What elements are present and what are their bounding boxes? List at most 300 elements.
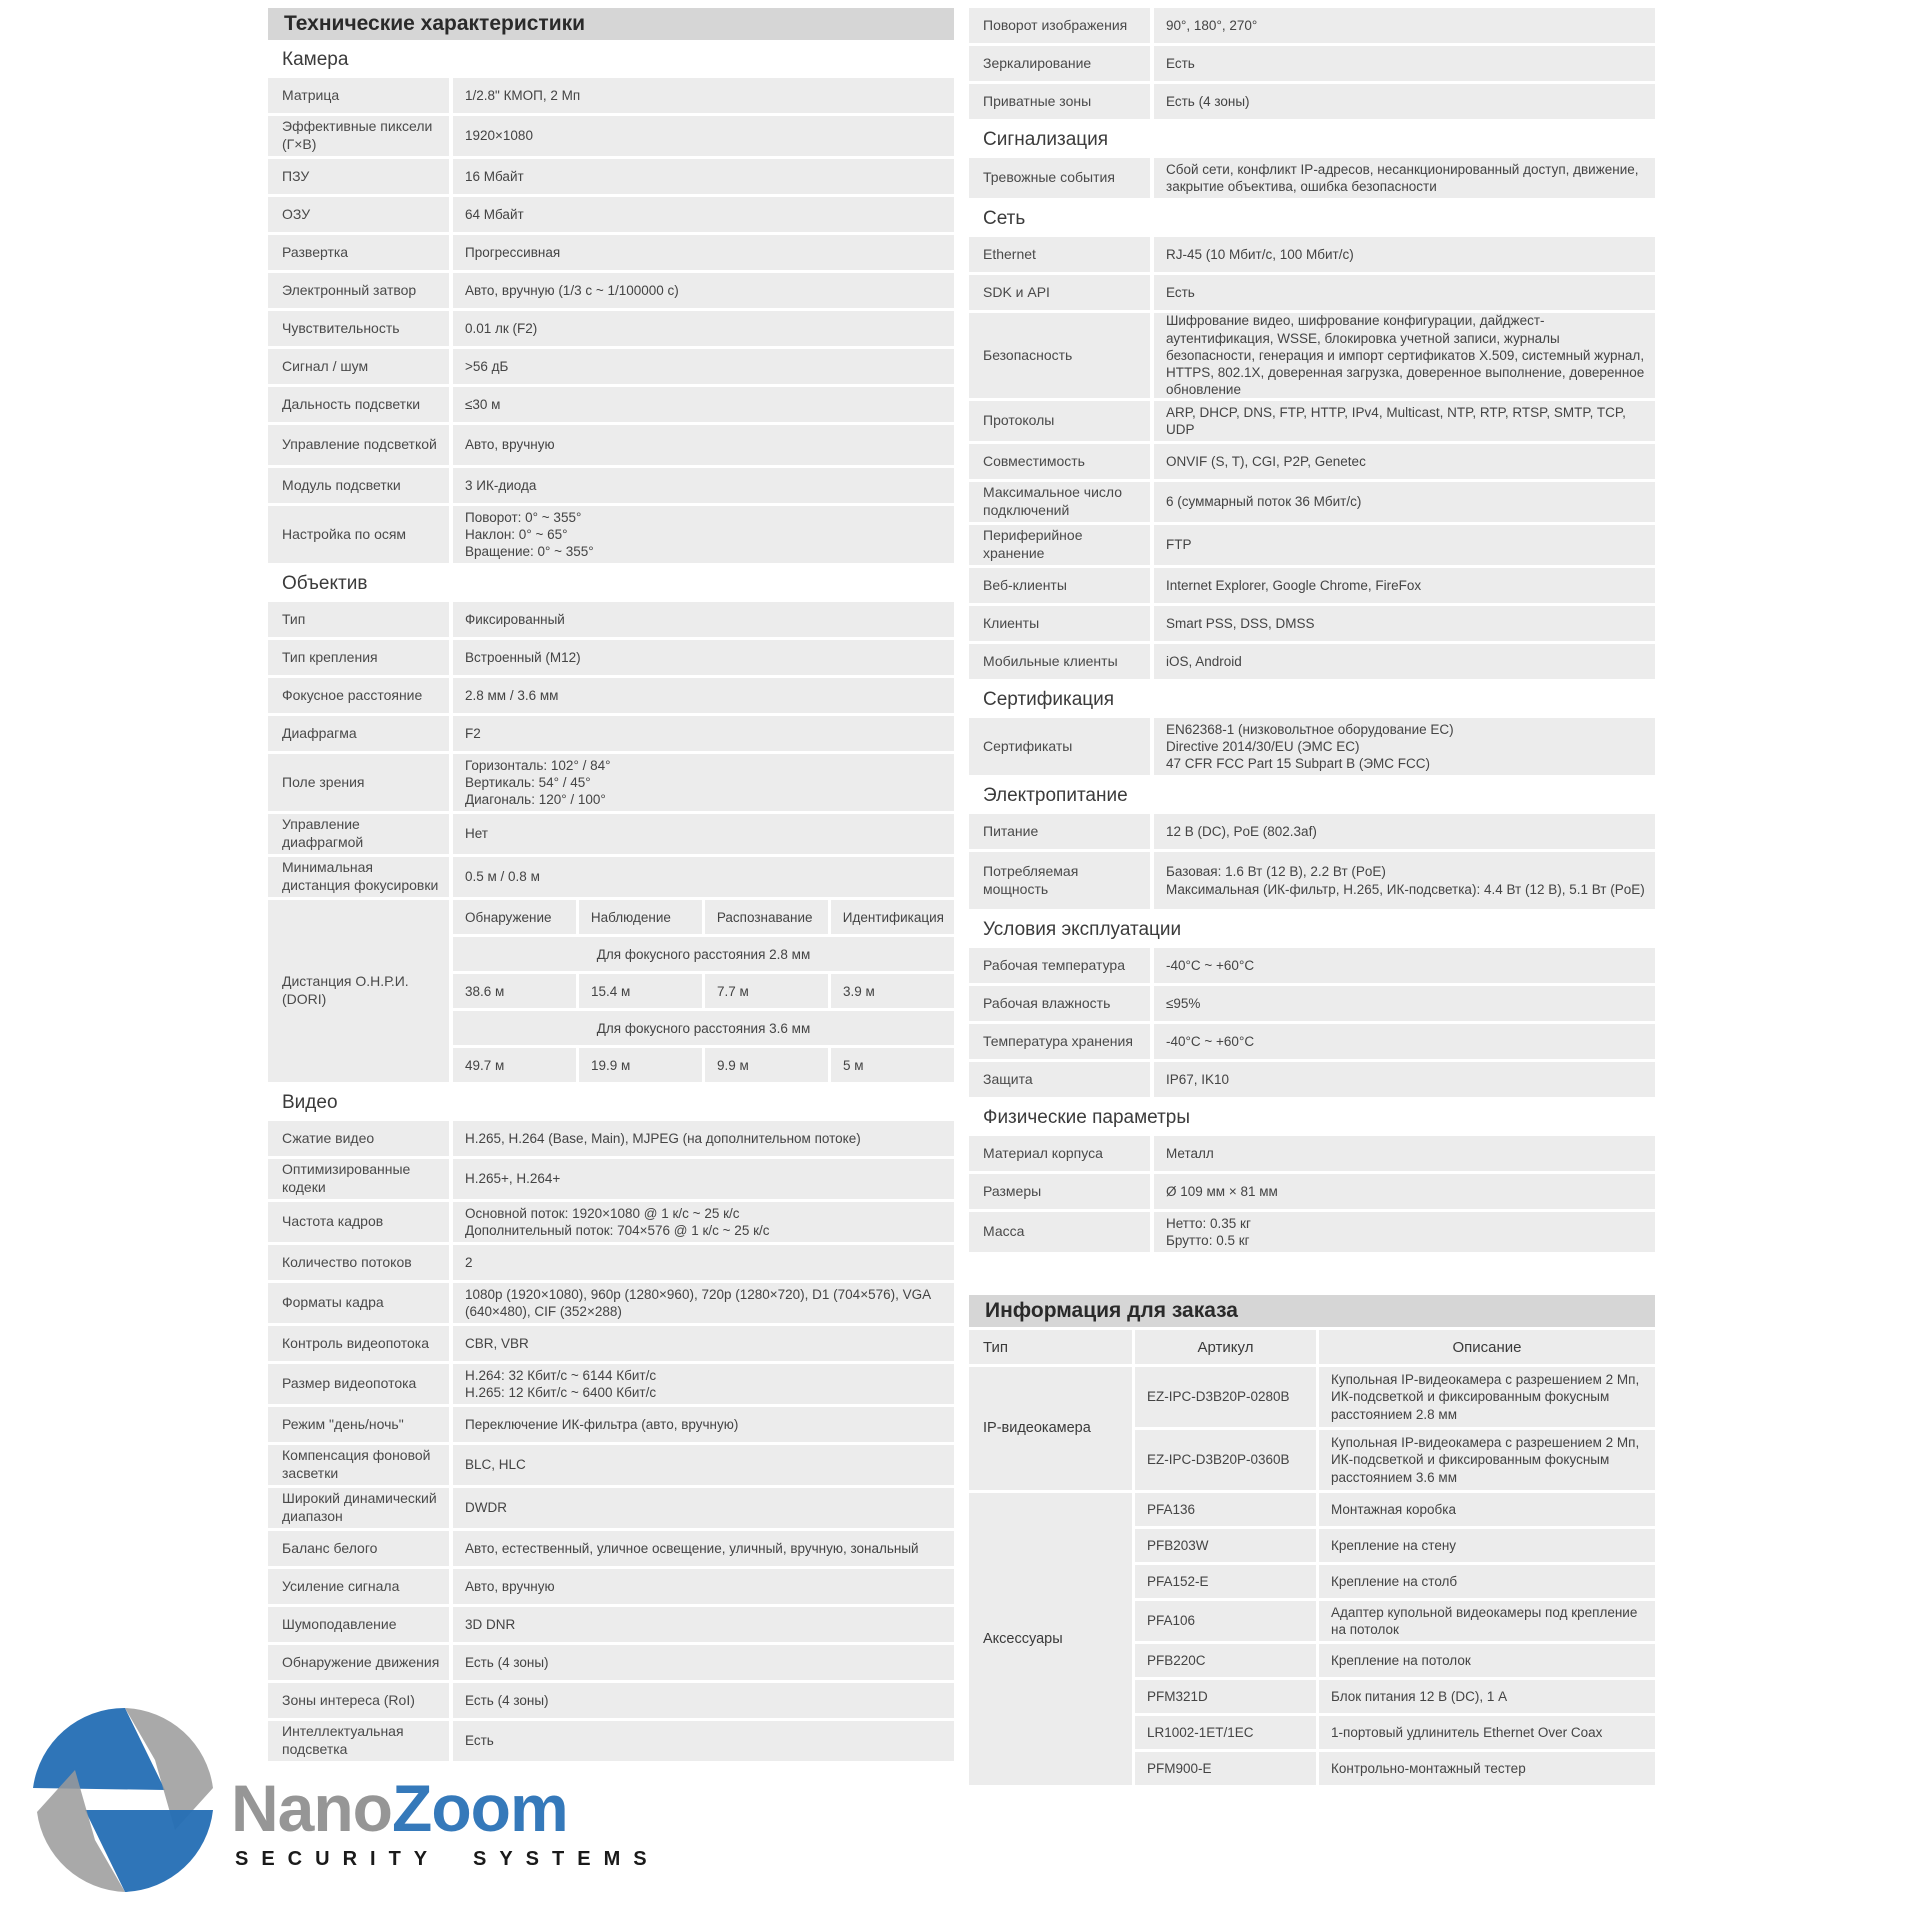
section-camera-heading: Камера (282, 49, 349, 70)
spec-label: ОЗУ (268, 197, 449, 232)
spec-row (268, 1121, 954, 1156)
dori-value: 9.9 м (705, 1048, 828, 1082)
spec-value (1154, 1024, 1655, 1059)
spec-value-line: IP67, IK10 (1166, 1071, 1230, 1087)
spec-value-line: 6 (суммарный поток 36 Мбит/с) (1166, 494, 1362, 510)
spec-value-line: F2 (465, 725, 481, 741)
spec-value (1154, 158, 1655, 198)
spec-value-line: 64 Мбайт (465, 206, 524, 222)
spec-value (453, 1245, 954, 1280)
video-spec-rows (268, 1121, 954, 1764)
spec-row (268, 602, 954, 637)
nanozoom-logo (25, 1700, 660, 1905)
spec-value-line: H.265+, H.264+ (465, 1171, 561, 1187)
spec-value-line: DWDR (465, 1500, 507, 1516)
spec-label: Масса (969, 1212, 1150, 1252)
spec-value-line: iOS, Android (1166, 653, 1242, 669)
dori-header: Обнаружение (453, 900, 576, 934)
dori-caption: Для фокусного расстояния 2.8 мм (453, 937, 954, 971)
spec-value (453, 1607, 954, 1642)
spec-value-line: 1080p (1920×1080), 960p (1280×960), 720p (1280×720), D1 (704×576), VGA (640×480), CIF (352×288) (465, 1286, 931, 1319)
spec-value-line: 1920×1080 (465, 128, 533, 144)
spec-value-line: Базовая: 1.6 Вт (12 В), 2.2 Вт (PoE) (1166, 864, 1386, 880)
spec-value-line: 2 (465, 1254, 473, 1270)
spec-value-line: Встроенный (M12) (465, 649, 581, 665)
spec-value (453, 716, 954, 751)
spec-row (969, 237, 1655, 272)
spec-value (453, 468, 954, 503)
spec-row (268, 425, 954, 465)
spec-row (969, 718, 1655, 775)
spec-row (268, 387, 954, 422)
spec-row (268, 1445, 954, 1485)
spec-label: Протоколы (969, 401, 1150, 441)
spec-value (1154, 1062, 1655, 1097)
cert-spec-rows (969, 718, 1655, 778)
spec-row (268, 814, 954, 854)
spec-row (268, 468, 954, 503)
spec-value (453, 1569, 954, 1604)
order-sku: PFA106 (1135, 1601, 1316, 1641)
spec-label: SDK и API (969, 275, 1150, 310)
dori-value: 7.7 м (705, 974, 828, 1008)
spec-value (1154, 568, 1655, 603)
spec-value (453, 235, 954, 270)
spec-value (1154, 84, 1655, 119)
spec-value-line: Directive 2014/30/EU (ЭМС ЕС) (1166, 738, 1360, 754)
spec-row (969, 948, 1655, 983)
spec-value-line: 0.01 лк (F2) (465, 320, 538, 336)
spec-value (453, 1407, 954, 1442)
spec-label: Тип (268, 602, 449, 637)
spec-value (453, 273, 954, 308)
spec-label: Дальность подсветки (268, 387, 449, 422)
spec-value-line: FTP (1166, 537, 1192, 553)
spec-value (1154, 401, 1655, 441)
spec-value-line: Авто, вручную (1/3 с ~ 1/100000 с) (465, 282, 679, 298)
spec-value-line: Авто, вручную (465, 437, 555, 453)
spec-label: Периферийное хранение (969, 525, 1150, 565)
spec-value-line: EN62368-1 (низковольтное оборудование ЕС) (1166, 721, 1454, 737)
spec-value-line: BLC, HLC (465, 1457, 526, 1473)
spec-label: Матрица (268, 78, 449, 113)
spec-row (268, 1159, 954, 1199)
spec-label: Оптимизированные кодеки (268, 1159, 449, 1199)
spec-value-line: Есть (4 зоны) (1166, 93, 1250, 109)
lens-spec-rows (268, 602, 954, 900)
spec-value-line: 16 Мбайт (465, 168, 524, 184)
spec-value (453, 1364, 954, 1404)
dori-value: 3.9 м (831, 974, 954, 1008)
spec-value-line: 1/2.8" КМОП, 2 Мп (465, 87, 581, 103)
spec-row (969, 1062, 1655, 1097)
spec-value-line: Основной поток: 1920×1080 @ 1 к/с ~ 25 к/с (465, 1205, 740, 1221)
spec-row (969, 644, 1655, 679)
spec-label: Минимальная дистанция фокусировки (268, 857, 449, 897)
spec-value (1154, 948, 1655, 983)
spec-value-line: Internet Explorer, Google Chrome, FireFox (1166, 577, 1422, 593)
spec-value (453, 78, 954, 113)
spec-row (969, 482, 1655, 522)
spec-value-line: Дополнительный поток: 704×576 @ 1 к/с ~ 25 к/с (465, 1223, 770, 1238)
spec-row (268, 1364, 954, 1404)
spec-row (969, 401, 1655, 441)
spec-label: Веб-клиенты (969, 568, 1150, 603)
spec-value (1154, 482, 1655, 522)
spec-value (1154, 606, 1655, 641)
spec-value-line: Фиксированный (465, 611, 565, 627)
spec-value-line: Горизонталь: 102° / 84° (465, 757, 611, 773)
spec-value (1154, 237, 1655, 272)
spec-value (453, 1202, 954, 1242)
spec-label: Усиление сигнала (268, 1569, 449, 1604)
order-description: Адаптер купольной видеокамеры под крепление на потолок (1319, 1601, 1655, 1641)
spec-label: ПЗУ (268, 159, 449, 194)
spec-value-line: Есть (1166, 55, 1195, 71)
spec-row (268, 716, 954, 751)
order-sku: PFM900-E (1135, 1752, 1316, 1785)
spec-value-line: Нет (465, 826, 488, 842)
order-description: Контрольно-монтажный тестер (1319, 1752, 1655, 1785)
spec-value (1154, 313, 1655, 398)
spec-row (969, 275, 1655, 310)
spec-value (453, 116, 954, 156)
order-info-title: Информация для заказа (969, 1295, 1655, 1327)
spec-value-line: Вращение: 0° ~ 355° (465, 544, 594, 560)
spec-row (268, 1326, 954, 1361)
power-spec-rows (969, 814, 1655, 912)
spec-row (268, 1202, 954, 1242)
spec-row (268, 116, 954, 156)
spec-label: Интеллектуальная подсветка (268, 1721, 449, 1761)
spec-row (268, 273, 954, 308)
dori-value: 19.9 м (579, 1048, 702, 1082)
spec-row (969, 158, 1655, 198)
spec-value-line: -40°C ~ +60°C (1166, 957, 1255, 973)
spec-row (268, 311, 954, 346)
spec-row (969, 852, 1655, 909)
order-description: Купольная IP-видеокамера с разрешением 2 Мп, ИК-подсветкой и фиксированным фокусным расстоянием 2.8 мм (1319, 1367, 1655, 1427)
spec-value (453, 159, 954, 194)
spec-row (268, 1569, 954, 1604)
spec-value (453, 197, 954, 232)
spec-label: Поле зрения (268, 754, 449, 811)
network-spec-rows (969, 237, 1655, 682)
spec-value (453, 1283, 954, 1323)
spec-value-line: ONVIF (S, T), CGI, P2P, Genetec (1166, 453, 1366, 469)
order-description: Крепление на столб (1319, 1565, 1655, 1598)
dori-caption-row (453, 937, 954, 971)
spec-row (969, 1024, 1655, 1059)
spec-label: Зеркалирование (969, 46, 1150, 81)
spec-value-line: Шифрование видео, шифрование конфигурации, дайджест-аутентификация, WSSE, блокировка учетной записи, журналы безопасности, генерация и импорт сертификатов X.509, системный журнал, HTTPS, 802.1X, доверенная загрузка, доверенное выполнение, доверенное обновление (1166, 313, 1645, 398)
order-description: Блок питания 12 В (DC), 1 А (1319, 1680, 1655, 1713)
section-alarm-heading: Сигнализация (983, 129, 1109, 150)
spec-row (268, 1283, 954, 1323)
dori-value: 5 м (831, 1048, 954, 1082)
spec-label: Электронный затвор (268, 273, 449, 308)
spec-row (268, 1488, 954, 1528)
spec-row (969, 1136, 1655, 1171)
spec-label: Максимальное число подключений (969, 482, 1150, 522)
spec-label: Баланс белого (268, 1531, 449, 1566)
spec-value-line: ≤30 м (465, 396, 501, 412)
spec-row (969, 84, 1655, 119)
spec-label: Сертификаты (969, 718, 1150, 775)
spec-row (969, 606, 1655, 641)
spec-value (1154, 1136, 1655, 1171)
spec-row (268, 1245, 954, 1280)
spec-label: Ethernet (969, 237, 1150, 272)
order-sku: PFB220C (1135, 1644, 1316, 1677)
spec-label: Фокусное расстояние (268, 678, 449, 713)
spec-label: Контроль видеопотока (268, 1326, 449, 1361)
spec-row (969, 525, 1655, 565)
section-physical-heading: Физические параметры (983, 1107, 1191, 1128)
spec-label: Защита (969, 1062, 1150, 1097)
spec-label: Эффективные пиксели (Г×В) (268, 116, 449, 156)
order-sku: PFA152-E (1135, 1565, 1316, 1598)
image-spec-rows (969, 8, 1655, 122)
spec-value (1154, 814, 1655, 849)
spec-value-line: RJ-45 (10 Мбит/с, 100 Мбит/с) (1166, 246, 1354, 262)
spec-value-line: H.265, H.264 (Base, Main), MJPEG (на дополнительном потоке) (465, 1130, 861, 1146)
spec-value (1154, 444, 1655, 479)
spec-value (453, 1326, 954, 1361)
dori-caption-row (453, 1011, 954, 1045)
right-column (969, 8, 1655, 1785)
dori-label: Дистанция О.Н.Р.И. (DORI) (268, 900, 449, 1082)
order-type: IP-видеокамера (969, 1367, 1132, 1490)
spec-value-line: 0.5 м / 0.8 м (465, 869, 540, 885)
spec-value (453, 754, 954, 811)
spec-value (453, 1531, 954, 1566)
spec-value-line: 12 В (DC), PoE (802.3af) (1166, 823, 1317, 839)
spec-value (1154, 8, 1655, 43)
spec-label: Температура хранения (969, 1024, 1150, 1059)
spec-label: Тревожные события (969, 158, 1150, 198)
logo-wordmark (231, 1770, 568, 1846)
spec-value (453, 857, 954, 897)
spec-value-line: ≤95% (1166, 995, 1201, 1011)
spec-label: Компенсация фоновой засветки (268, 1445, 449, 1485)
spec-value-line: Есть (4 зоны) (465, 1654, 549, 1670)
spec-label: Обнаружение движения (268, 1645, 449, 1680)
spec-label: Мобильные клиенты (969, 644, 1150, 679)
spec-value (453, 1121, 954, 1156)
dori-table (268, 900, 954, 1082)
spec-value-line: 3D DNR (465, 1616, 516, 1632)
spec-value (1154, 1174, 1655, 1209)
spec-row (268, 640, 954, 675)
spec-label: Диафрагма (268, 716, 449, 751)
spec-value-line: Smart PSS, DSS, DMSS (1166, 615, 1315, 631)
section-power-heading: Электропитание (983, 785, 1128, 806)
spec-value-line: H.264: 32 Кбит/с ~ 6144 Кбит/с (465, 1367, 657, 1383)
order-table (969, 1330, 1655, 1785)
spec-value-line: Максимальная (ИК-фильтр, H.265, ИК-подсветка): 4.4 Вт (12 В), 5.1 Вт (PoE) (1166, 881, 1645, 897)
environment-spec-rows (969, 948, 1655, 1100)
spec-value-line: 47 CFR FCC Part 15 Subpart B (ЭМС FCC) (1166, 756, 1431, 772)
logo-emblem-icon (25, 1700, 225, 1900)
spec-row (268, 1407, 954, 1442)
spec-value-line: Есть (1166, 284, 1195, 300)
spec-label: Потребляемая мощность (969, 852, 1150, 909)
spec-label: Модуль подсветки (268, 468, 449, 503)
spec-value-line: Вертикаль: 54° / 45° (465, 774, 591, 790)
spec-label: Режим "день/ночь" (268, 1407, 449, 1442)
spec-value-line: Сбой сети, конфликт IP-адресов, несанкционированный доступ, движение, закрытие объектива, ошибка безопасности (1166, 161, 1639, 194)
spec-value-line: Есть (4 зоны) (465, 1692, 549, 1708)
order-sku: PFM321D (1135, 1680, 1316, 1713)
spec-label: Количество потоков (268, 1245, 449, 1280)
spec-value-line: Диагональ: 120° / 100° (465, 792, 606, 808)
spec-value-line: 2.8 мм / 3.6 мм (465, 687, 559, 703)
spec-label: Частота кадров (268, 1202, 449, 1242)
spec-value (453, 814, 954, 854)
spec-row (268, 857, 954, 897)
order-header-type: Тип (969, 1330, 1132, 1364)
logo-sub-security: SECURITY (235, 1848, 441, 1870)
spec-label: Клиенты (969, 606, 1150, 641)
dori-value: 38.6 м (453, 974, 576, 1008)
spec-row (969, 444, 1655, 479)
order-header-description: Описание (1319, 1330, 1655, 1364)
spec-row (268, 506, 954, 563)
dori-caption: Для фокусного расстояния 3.6 мм (453, 1011, 954, 1045)
order-sku: PFB203W (1135, 1529, 1316, 1562)
order-sku: EZ-IPC-D3B20P-0360B (1135, 1430, 1316, 1490)
spec-value (1154, 718, 1655, 775)
spec-value-line: ARP, DHCP, DNS, FTP, HTTP, IPv4, Multicast, NTP, RTP, RTSP, SMTP, TCP, UDP (1166, 404, 1626, 437)
spec-value-line: Авто, естественный, уличное освещение, уличный, вручную, зональный (465, 1540, 919, 1556)
spec-value-line: CBR, VBR (465, 1335, 529, 1351)
spec-label: Форматы кадра (268, 1283, 449, 1323)
order-type: Аксессуары (969, 1493, 1132, 1785)
spec-value (453, 425, 954, 465)
spec-label: Чувствительность (268, 311, 449, 346)
spec-row (268, 78, 954, 113)
spec-label: Питание (969, 814, 1150, 849)
spec-row (268, 1531, 954, 1566)
spec-value (453, 387, 954, 422)
spec-value (453, 602, 954, 637)
spec-row (969, 568, 1655, 603)
order-sku: LR1002-1ET/1EC (1135, 1716, 1316, 1749)
spec-row (969, 1212, 1655, 1252)
spec-value (453, 311, 954, 346)
left-column (268, 8, 954, 1764)
order-description: Купольная IP-видеокамера с разрешением 2 Мп, ИК-подсветкой и фиксированным фокусным расстоянием 3.6 мм (1319, 1430, 1655, 1490)
spec-value-line: Авто, вручную (465, 1578, 555, 1594)
spec-row (969, 986, 1655, 1021)
spec-row (969, 814, 1655, 849)
spec-label: Тип крепления (268, 640, 449, 675)
spec-value (1154, 852, 1655, 909)
spec-value (1154, 1212, 1655, 1252)
spec-row (268, 754, 954, 811)
spec-value (1154, 525, 1655, 565)
dori-header: Идентификация (831, 900, 954, 934)
spec-value-line: Металл (1166, 1145, 1214, 1161)
page-title: Технические характеристики (268, 8, 954, 40)
spec-label: Развертка (268, 235, 449, 270)
spec-value (453, 1445, 954, 1485)
spec-label: Рабочая температура (969, 948, 1150, 983)
spec-row (969, 313, 1655, 398)
spec-label: Зоны интереса (RoI) (268, 1683, 449, 1718)
spec-value-line: Наклон: 0° ~ 65° (465, 526, 568, 542)
physical-spec-rows (969, 1136, 1655, 1255)
spec-row (268, 1607, 954, 1642)
spec-label: Материал корпуса (969, 1136, 1150, 1171)
spec-value (1154, 275, 1655, 310)
spec-row (268, 159, 954, 194)
alarm-spec-rows (969, 158, 1655, 201)
spec-row (268, 1645, 954, 1680)
dori-header-row (453, 900, 954, 934)
order-header-sku: Артикул (1135, 1330, 1316, 1364)
spec-value-line: Прогрессивная (465, 244, 561, 260)
dori-header: Наблюдение (579, 900, 702, 934)
spec-value (1154, 644, 1655, 679)
spec-value (453, 506, 954, 563)
spec-label: Управление диафрагмой (268, 814, 449, 854)
section-video-heading: Видео (282, 1092, 338, 1113)
spec-value-line: Нетто: 0.35 кг (1166, 1215, 1251, 1231)
spec-value (1154, 46, 1655, 81)
order-description: 1-портовый удлинитель Ethernet Over Coax (1319, 1716, 1655, 1749)
spec-row (268, 197, 954, 232)
dori-value: 15.4 м (579, 974, 702, 1008)
spec-label: Размеры (969, 1174, 1150, 1209)
camera-spec-rows (268, 78, 954, 566)
logo-word-nano: Nano (231, 1771, 392, 1845)
section-cert-heading: Сертификация (983, 689, 1115, 710)
dori-header: Распознавание (705, 900, 828, 934)
spec-value-line: Брутто: 0.5 кг (1166, 1233, 1250, 1248)
section-environment-heading: Условия эксплуатации (983, 919, 1182, 940)
spec-value (453, 678, 954, 713)
spec-row (969, 1174, 1655, 1209)
spec-label: Настройка по осям (268, 506, 449, 563)
spec-value-line: -40°C ~ +60°C (1166, 1033, 1255, 1049)
spec-label: Широкий динамический диапазон (268, 1488, 449, 1528)
spec-value-line: H.265: 12 Кбит/с ~ 6400 Кбит/с (465, 1385, 657, 1400)
spec-value-line: Ø 109 мм × 81 мм (1166, 1183, 1278, 1199)
spec-label: Рабочая влажность (969, 986, 1150, 1021)
dori-value: 49.7 м (453, 1048, 576, 1082)
spec-label: Безопасность (969, 313, 1150, 398)
spec-value (453, 349, 954, 384)
spec-label: Сжатие видео (268, 1121, 449, 1156)
spec-label: Управление подсветкой (268, 425, 449, 465)
spec-value (1154, 986, 1655, 1021)
spec-label: Поворот изображения (969, 8, 1150, 43)
spec-value (453, 640, 954, 675)
order-description: Монтажная коробка (1319, 1493, 1655, 1526)
spec-row (969, 46, 1655, 81)
order-description: Крепление на стену (1319, 1529, 1655, 1562)
spec-row (268, 349, 954, 384)
spec-label: Приватные зоны (969, 84, 1150, 119)
order-sku: EZ-IPC-D3B20P-0280B (1135, 1367, 1316, 1427)
dori-values-row (453, 1048, 954, 1082)
spec-label: Совместимость (969, 444, 1150, 479)
spec-value (453, 1159, 954, 1199)
spec-value-line: 3 ИК-диода (465, 477, 537, 493)
section-network-heading: Сеть (983, 208, 1026, 229)
